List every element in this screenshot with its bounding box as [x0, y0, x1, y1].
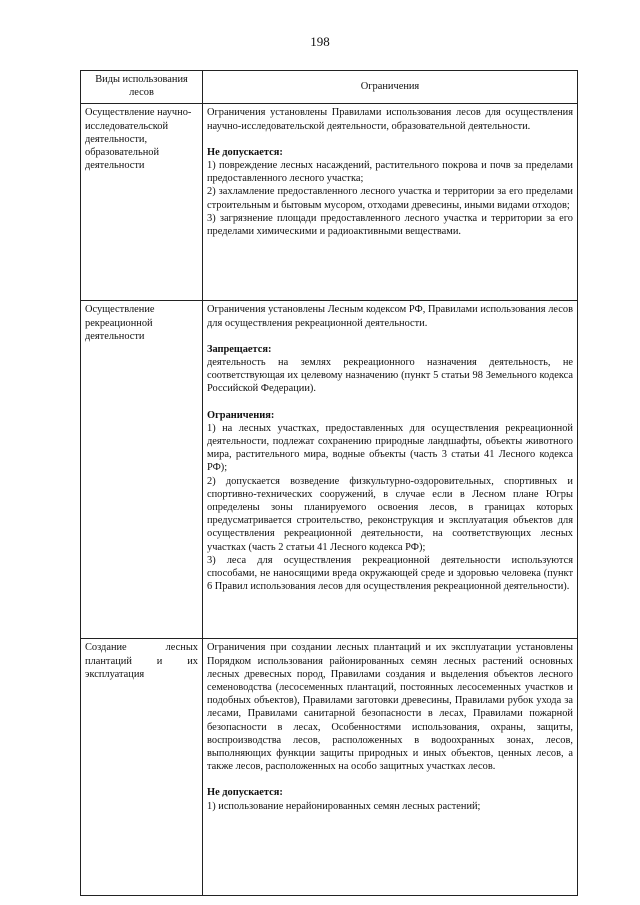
page-number: 198 [310, 34, 330, 49]
row-kind: Осуществление научно-исследовательской деятельности, образовательной деятельности [81, 104, 203, 301]
row-intro: Ограничения установлены Правилами использования лесов для осуществления научно-исследовательской деятельности, образовательной деятельности. [207, 107, 573, 132]
header-restrictions: Ограничения [203, 71, 578, 104]
section-heading: Запрещается: [207, 343, 272, 355]
row-kind: Осуществление рекреационной деятельности [81, 301, 203, 639]
section-heading: Не допускается: [207, 787, 283, 799]
list-item: 1) повреждение лесных насаждений, растительного покрова и почв за пределами предоставленного лесного участка; [207, 160, 573, 185]
row-restrictions [203, 639, 578, 896]
table-row [81, 301, 578, 639]
list-item: 1) использование нерайонированных семян лесных растений; [207, 800, 481, 812]
list-item: деятельность на землях рекреационного назначения деятельность, не соответствующая их целевому назначению (пункт 5 статьи 98 Земельного кодекса Российской Федерации). [207, 357, 573, 395]
list-item: 3) загрязнение площади предоставленного лесного участка и территории за его пределами химическими и радиоактивными веществами. [207, 212, 573, 238]
forest-use-table [80, 70, 578, 896]
list-item: 3) леса для осуществления рекреационной деятельности используются способами, не наносящими вреда окружающей среде и здоровью человека (пункт 6 Правил использования лесов для осуществления рекреационной деятельности). [207, 554, 573, 593]
table-row [81, 639, 578, 896]
section-heading: Не допускается: [207, 146, 283, 158]
row-kind: Создание лесных плантаций и их эксплуатация [81, 639, 203, 896]
list-item: 1) на лесных участках, предоставленных для осуществления рекреационной деятельности, подлежат сохранению природные ландшафты, объекты животного мира, растительного мира, водные объекты (часть 3 статьи 41 Лесного кодекса РФ); [207, 422, 573, 474]
row-intro: Ограничения при создании лесных плантаций и их эксплуатации установлены Порядком использования районированных семян лесных растений основных лесных древесных пород, Правилами создания и выделения объектов лесного семеноводства (лесосеменных плантаций, постоянных лесосеменных участков и подобных объектов), Правилами заготовки древесины, Правилами рубок ухода за лесами, Правилами санитарной безопасности в лесах, Правилами пожарной безопасности в лесах, Особенностями использования, охраны, защиты, воспроизводства лесов, расположенных в водоохранных зонах, лесов, выполняющих функции защиты природных и иных объектов, ценных лесов, а также лесов, расположенных на особо защитных участках лесов. [207, 642, 573, 773]
header-kind: Виды использования лесов [81, 71, 203, 104]
row-restrictions [203, 301, 578, 639]
row-intro: Ограничения установлены Лесным кодексом РФ, Правилами использования лесов для осуществления рекреационной деятельности. [207, 304, 573, 329]
table-row [81, 104, 578, 301]
list-item: 2) захламление предоставленного лесного участка и территории за его пределами строительным и бытовым мусором, отходами древесины, иными видами отходов; [207, 186, 573, 211]
table-header-row [81, 71, 578, 104]
list-item: 2) допускается возведение физкультурно-оздоровительных, спортивных и спортивно-технических сооружений, в случае если в Лесном плане Югры определены зоны планируемого освоения лесов, в границах которых предусматривается строительство, реконструкция и эксплуатация объектов для осуществления рекреационной деятельности, на соответствующих лесных участках (часть 2 статьи 41 Лесного кодекса РФ); [207, 475, 573, 553]
row-restrictions [203, 104, 578, 301]
section-heading: Ограничения: [207, 409, 275, 421]
